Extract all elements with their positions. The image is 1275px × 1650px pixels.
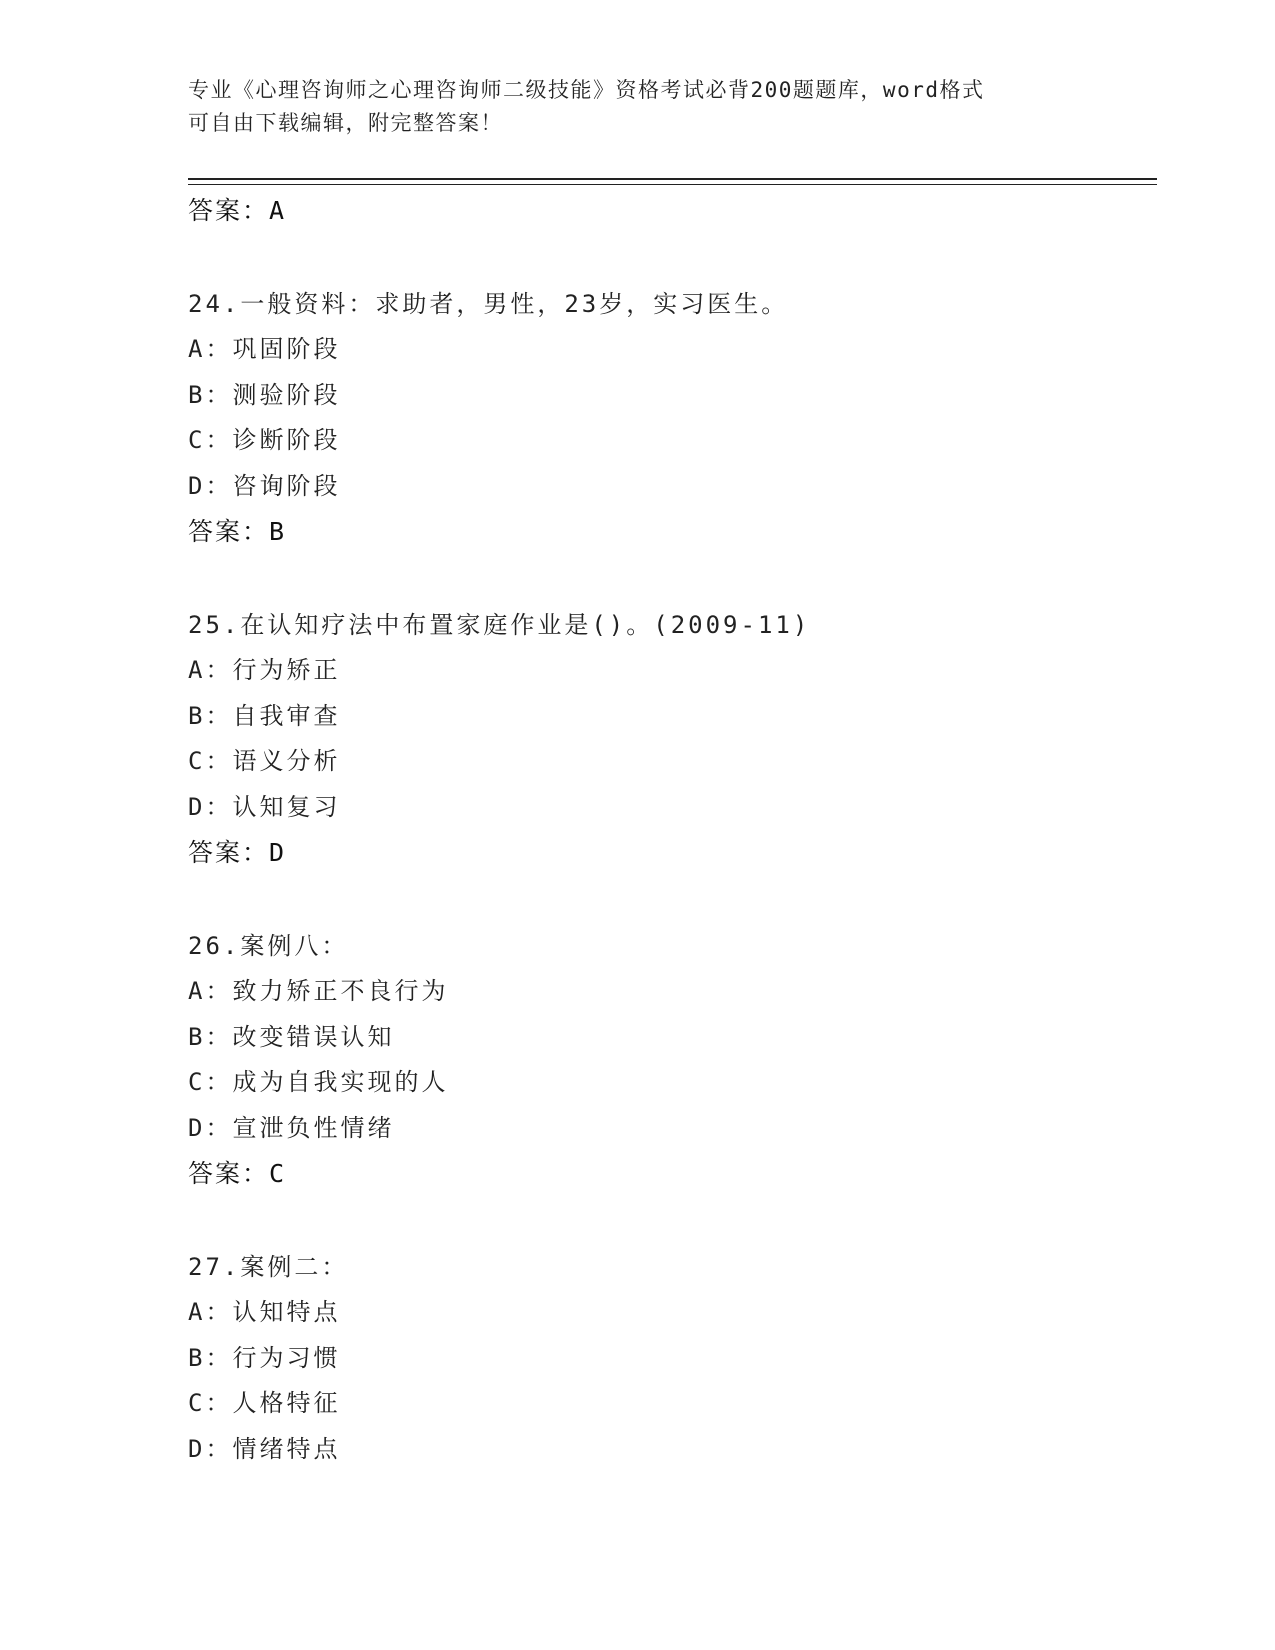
option-a: A：认知特点 <box>188 1298 341 1326</box>
document-header <box>188 74 1088 140</box>
question-24 <box>188 282 1148 555</box>
option-d: D：情绪特点 <box>188 1434 341 1463</box>
option-b: B：行为习惯 <box>188 1343 341 1372</box>
answer-line: 答案：A <box>188 196 287 225</box>
spacer <box>188 555 1148 603</box>
question-stem: 25.在认知疗法中布置家庭作业是()。(2009-11) <box>188 611 811 639</box>
option-d: D：咨询阶段 <box>188 471 341 500</box>
question-27 <box>188 1245 1148 1472</box>
header-line-2: 可自由下载编辑，附完整答案！ <box>188 111 503 135</box>
option-b: B：改变错误认知 <box>188 1022 395 1051</box>
option-d: D：认知复习 <box>188 792 341 821</box>
option-a: A：致力矫正不良行为 <box>188 977 449 1005</box>
option-a: A：行为矫正 <box>188 656 341 684</box>
spacer <box>188 876 1148 924</box>
question-list <box>188 188 1148 1472</box>
option-d: D：宣泄负性情绪 <box>188 1113 395 1142</box>
spacer <box>188 1197 1148 1245</box>
question-stem: 26.案例八： <box>188 932 349 960</box>
question-25 <box>188 603 1148 876</box>
option-c: C：成为自我实现的人 <box>188 1068 449 1096</box>
option-b: B：自我审查 <box>188 701 341 730</box>
option-a: A：巩固阶段 <box>188 335 341 363</box>
option-c: C：语义分析 <box>188 747 341 775</box>
option-c: C：诊断阶段 <box>188 426 341 454</box>
header-divider <box>188 178 1157 180</box>
spacer <box>188 234 1148 282</box>
header-line-1: 专业《心理咨询师之心理咨询师二级技能》资格考试必背200题题库，word格式 <box>188 78 985 102</box>
answer-line: 答案：C <box>188 1159 287 1188</box>
option-c: C：人格特征 <box>188 1389 341 1417</box>
header-divider-thin <box>188 184 1157 185</box>
answer-line: 答案：B <box>188 517 287 546</box>
question-stem: 24.一般资料：求助者，男性，23岁，实习医生。 <box>188 290 789 318</box>
question-26 <box>188 924 1148 1197</box>
option-b: B：测验阶段 <box>188 380 341 409</box>
question-stem: 27.案例二： <box>188 1253 349 1281</box>
answer-line: 答案：D <box>188 838 287 867</box>
